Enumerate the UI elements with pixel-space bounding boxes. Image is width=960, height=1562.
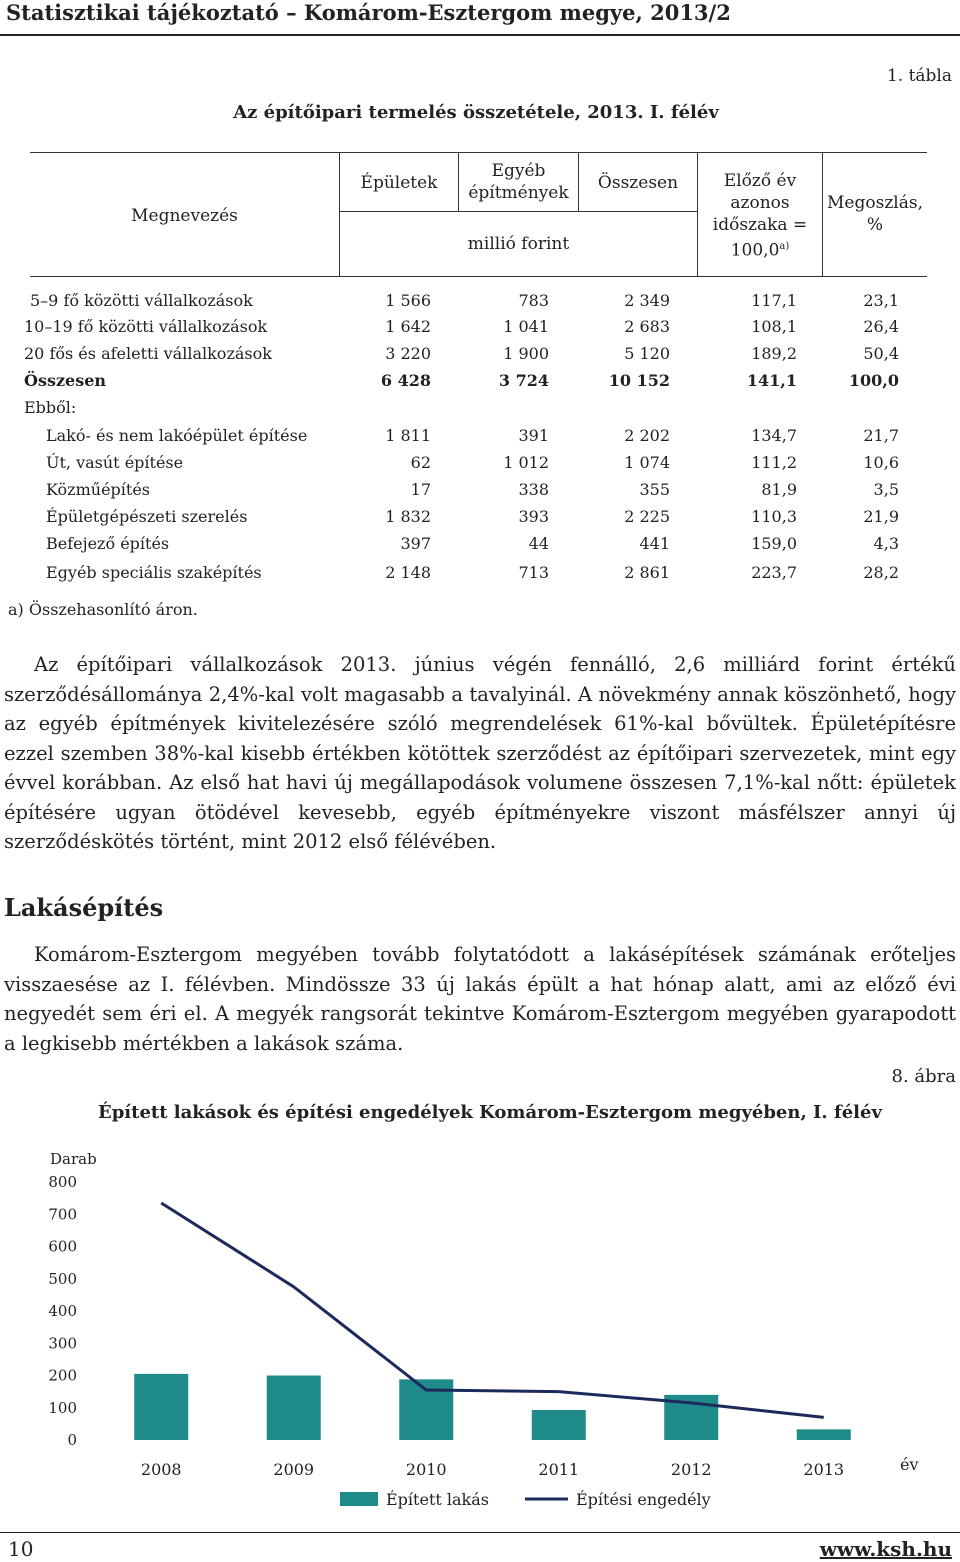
body-paragraph: Az építőipari vállalkozások 2013. június végén fennálló, 2,6 milliárd forint értékű szerződésállománya 2,4%-kal volt magasabb a tavalyinál. A növekmény annak köszönhető, hogy az egyéb építmények kivitelezésére szóló megrendelések 61%-kal bővültek. Épületépítésre ezzel szemben 38%-kal kisebb értékben kötöttek szerződést az építőipari szervezetek, mint egy évvel korábban. Az első hat havi új megállapodások volumene összesen 7,1%-kal nőtt: épületek építésére ugyan ötödével kevesebb, egyéb építményekre viszont másfélszer annyi új szerződéskötés történt, mint 2012 első félévében. xyxy=(4,653,956,853)
page-header xyxy=(0,0,960,36)
header-unit: millió forint xyxy=(467,234,570,254)
legend-swatch-epitett-lakas xyxy=(340,1492,378,1506)
table-title-text: Az építőipari termelés összetétele, 2013. I. félév xyxy=(233,102,719,123)
bar-epitett-lakas xyxy=(134,1374,188,1440)
y-tick-label: 0 xyxy=(67,1431,77,1449)
x-tick-label: 2009 xyxy=(273,1460,315,1479)
y-tick-label: 300 xyxy=(48,1334,77,1353)
legend-label-epitesi-engedely: Építési engedély xyxy=(576,1490,711,1509)
table-row: 5–9 fő közötti vállalkozások 1 566 783 2 349 117,1 23,1 xyxy=(30,291,899,310)
y-tick-label: 400 xyxy=(48,1302,77,1320)
table-mid-rule xyxy=(340,211,697,212)
table-row: Egyéb speciális szaképítés 2 148 713 2 861 223,7 28,2 xyxy=(46,563,899,582)
body-paragraph: Komárom-Esztergom megyében tovább folytatódott a lakásépítések számának erőteljes visszaesése az I. félévben. Mindössze 33 új lakás épült a hat hónap alatt, ami az előző évi negyedét sem éri el. A megyék rangsorát tekintve Komárom-Esztergom megyében gyarapodott a legkisebb mértékben a lakások száma. xyxy=(4,943,956,1055)
table-title xyxy=(0,102,960,123)
x-tick-label: 2010 xyxy=(405,1460,447,1479)
bar-epitett-lakas xyxy=(532,1410,586,1440)
figure-number: 8. ábra xyxy=(891,1066,956,1087)
table-bottom-rule xyxy=(30,276,927,277)
document-title: Statisztikai tájékoztató – Komárom-Esztergom megye, 2013/2 xyxy=(6,0,731,25)
table-number: 1. tábla xyxy=(886,66,952,86)
x-axis-label: év xyxy=(900,1455,919,1474)
figure-title: Épített lakások és építési engedélyek Komárom-Esztergom megyében, I. félév xyxy=(98,1102,882,1123)
footer-rule xyxy=(0,1532,960,1533)
line-series-epitesi-engedely xyxy=(161,1203,824,1417)
header-total: Összesen xyxy=(597,173,679,193)
legend-label-epitett-lakas: Épített lakás xyxy=(386,1490,489,1509)
site-link[interactable]: www.ksh.hu xyxy=(819,1537,952,1561)
header-other: Egyéb építmények xyxy=(468,161,569,203)
y-axis-label: Darab xyxy=(50,1150,97,1168)
chart xyxy=(0,1140,960,1520)
x-tick-label: 2008 xyxy=(140,1460,182,1479)
bar-epitett-lakas xyxy=(797,1429,851,1440)
header-share: Megoszlás, % xyxy=(827,193,923,235)
table-row: Lakó- és nem lakóépület építése 1 811 391 2 202 134,7 21,7 xyxy=(46,426,899,445)
header-prev-year: Előző év azonos időszaka = $100,0^{a)}$ xyxy=(712,171,808,261)
x-tick-label: 2013 xyxy=(803,1460,845,1479)
table-row: Út, vasút építése 62 1 012 1 074 111,2 10,6 xyxy=(46,453,899,472)
x-tick-label: 2011 xyxy=(538,1460,580,1479)
table-row-subheading: Ebből: xyxy=(24,398,77,417)
header-buildings: Épületek xyxy=(360,173,438,193)
y-tick-label: 800 xyxy=(48,1173,77,1191)
table-row: Közműépítés 17 338 355 81,9 3,5 xyxy=(46,480,899,499)
y-tick-label: 700 xyxy=(48,1205,77,1224)
y-tick-label: 500 xyxy=(48,1269,77,1288)
y-tick-label: 200 xyxy=(48,1366,77,1385)
table-row: 20 fős és afeletti vállalkozások 3 220 1 900 5 120 189,2 50,4 xyxy=(24,344,899,363)
table-row: 10–19 fő közötti vállalkozások 1 642 1 041 2 683 108,1 26,4 xyxy=(24,317,899,336)
section-heading: Lakásépítés xyxy=(4,893,164,922)
y-tick-label: 600 xyxy=(48,1237,77,1256)
header-name: Megnevezés xyxy=(131,206,238,226)
x-tick-label: 2012 xyxy=(670,1460,712,1479)
table-row-total: Összesen 6 428 3 724 10 152 141,1 100,0 xyxy=(24,371,899,390)
bar-epitett-lakas xyxy=(267,1376,321,1441)
table-row: Befejező építés 397 44 441 159,0 4,3 xyxy=(46,534,899,553)
page-number: 10 xyxy=(8,1537,34,1561)
table-row: Épületgépészeti szerelés 1 832 393 2 225 110,3 21,9 xyxy=(46,507,899,526)
table-top-rule xyxy=(30,152,927,153)
y-tick-label: 100 xyxy=(48,1398,77,1417)
table-footnote: a) Összehasonlító áron. xyxy=(8,600,198,619)
